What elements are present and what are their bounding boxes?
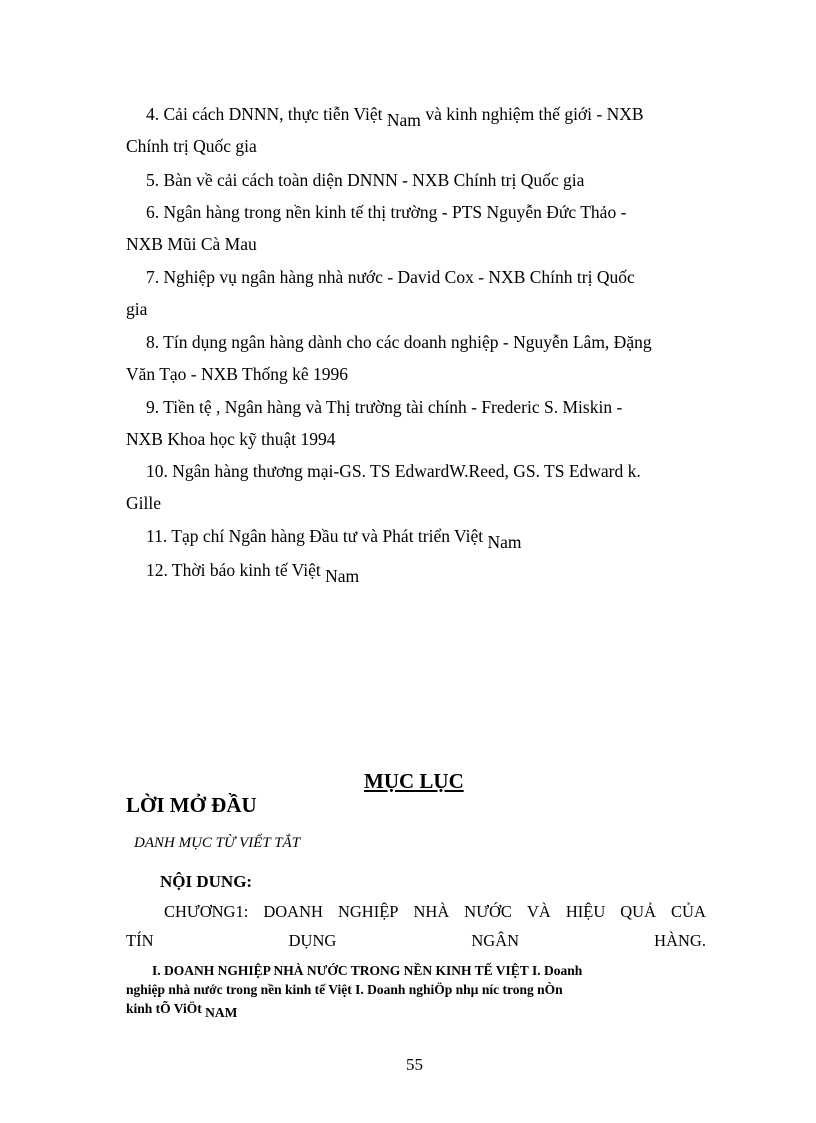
reference-7-line1: 7. Nghiệp vụ ngân hàng nhà nước - David Cox - NXB Chính trị Quốc — [146, 267, 635, 287]
reference-5: 5. Bàn về cải cách toàn diện DNNN - NXB Chính trị Quốc gia — [146, 170, 585, 190]
toc-section-line1: I. DOANH NGHIỆP NHÀ NƯỚC TRONG NỀN KINH TẾ VIỆT I. Doanh — [152, 963, 583, 978]
reference-11: 11. Tạp chí Ngân hàng Đầu tư và Phát triển Việt Nam — [146, 526, 522, 552]
reference-9-line1: 9. Tiền tệ , Ngân hàng và Thị trường tài chính - Frederic S. Miskin - — [146, 397, 623, 417]
reference-4-line2: Chính trị Quốc gia — [126, 136, 257, 156]
toc-section-line3: kinh tÕ ViÖt NAM — [126, 1001, 238, 1020]
reference-6-line1: 6. Ngân hàng trong nền kinh tế thị trường - PTS Nguyễn Đức Thảo - — [146, 202, 627, 222]
reference-8-line2: Văn Tạo - NXB Thống kê 1996 — [126, 364, 348, 384]
reference-12: 12. Thời báo kinh tế Việt Nam — [146, 560, 360, 586]
toc-abbreviations: DANH MỤC TỪ VIẾT TẮT — [134, 835, 301, 851]
reference-6-line2: NXB Mũi Cà Mau — [126, 234, 257, 254]
toc-title: MỤC LỤC — [364, 769, 464, 793]
reference-10-line1: 10. Ngân hàng thương mại-GS. TS EdwardW.Reed, GS. TS Edward k. — [146, 461, 641, 481]
reference-9-line2: NXB Khoa học kỹ thuật 1994 — [126, 429, 336, 449]
toc-chapter-line2: TÍN DỤNG NGÂN HÀNG. — [126, 931, 706, 950]
page-number: 55 — [406, 1055, 423, 1074]
reference-8-line1: 8. Tín dụng ngân hàng dành cho các doanh nghiệp - Nguyễn Lâm, Đặng — [146, 332, 652, 352]
toc-chapter-line1: CHƯƠNG1: DOANH NGHIỆP NHÀ NƯỚC VÀ HIỆU QUẢ CỦA — [164, 902, 706, 921]
toc-intro: LỜI MỞ ĐẦU — [126, 793, 257, 817]
reference-4-line1: 4. Cải cách DNNN, thực tiễn Việt Nam và kinh nghiệm thế giới - NXB — [146, 104, 644, 130]
reference-7-line2: gia — [126, 299, 148, 319]
toc-content-heading: NỘI DUNG: — [160, 872, 253, 891]
reference-10-line2: Gille — [126, 493, 161, 513]
toc-section-line2: nghiệp nhà nước trong nền kinh tế Việt I. Doanh nghiÖp nhµ níc trong nÒn — [126, 982, 563, 997]
